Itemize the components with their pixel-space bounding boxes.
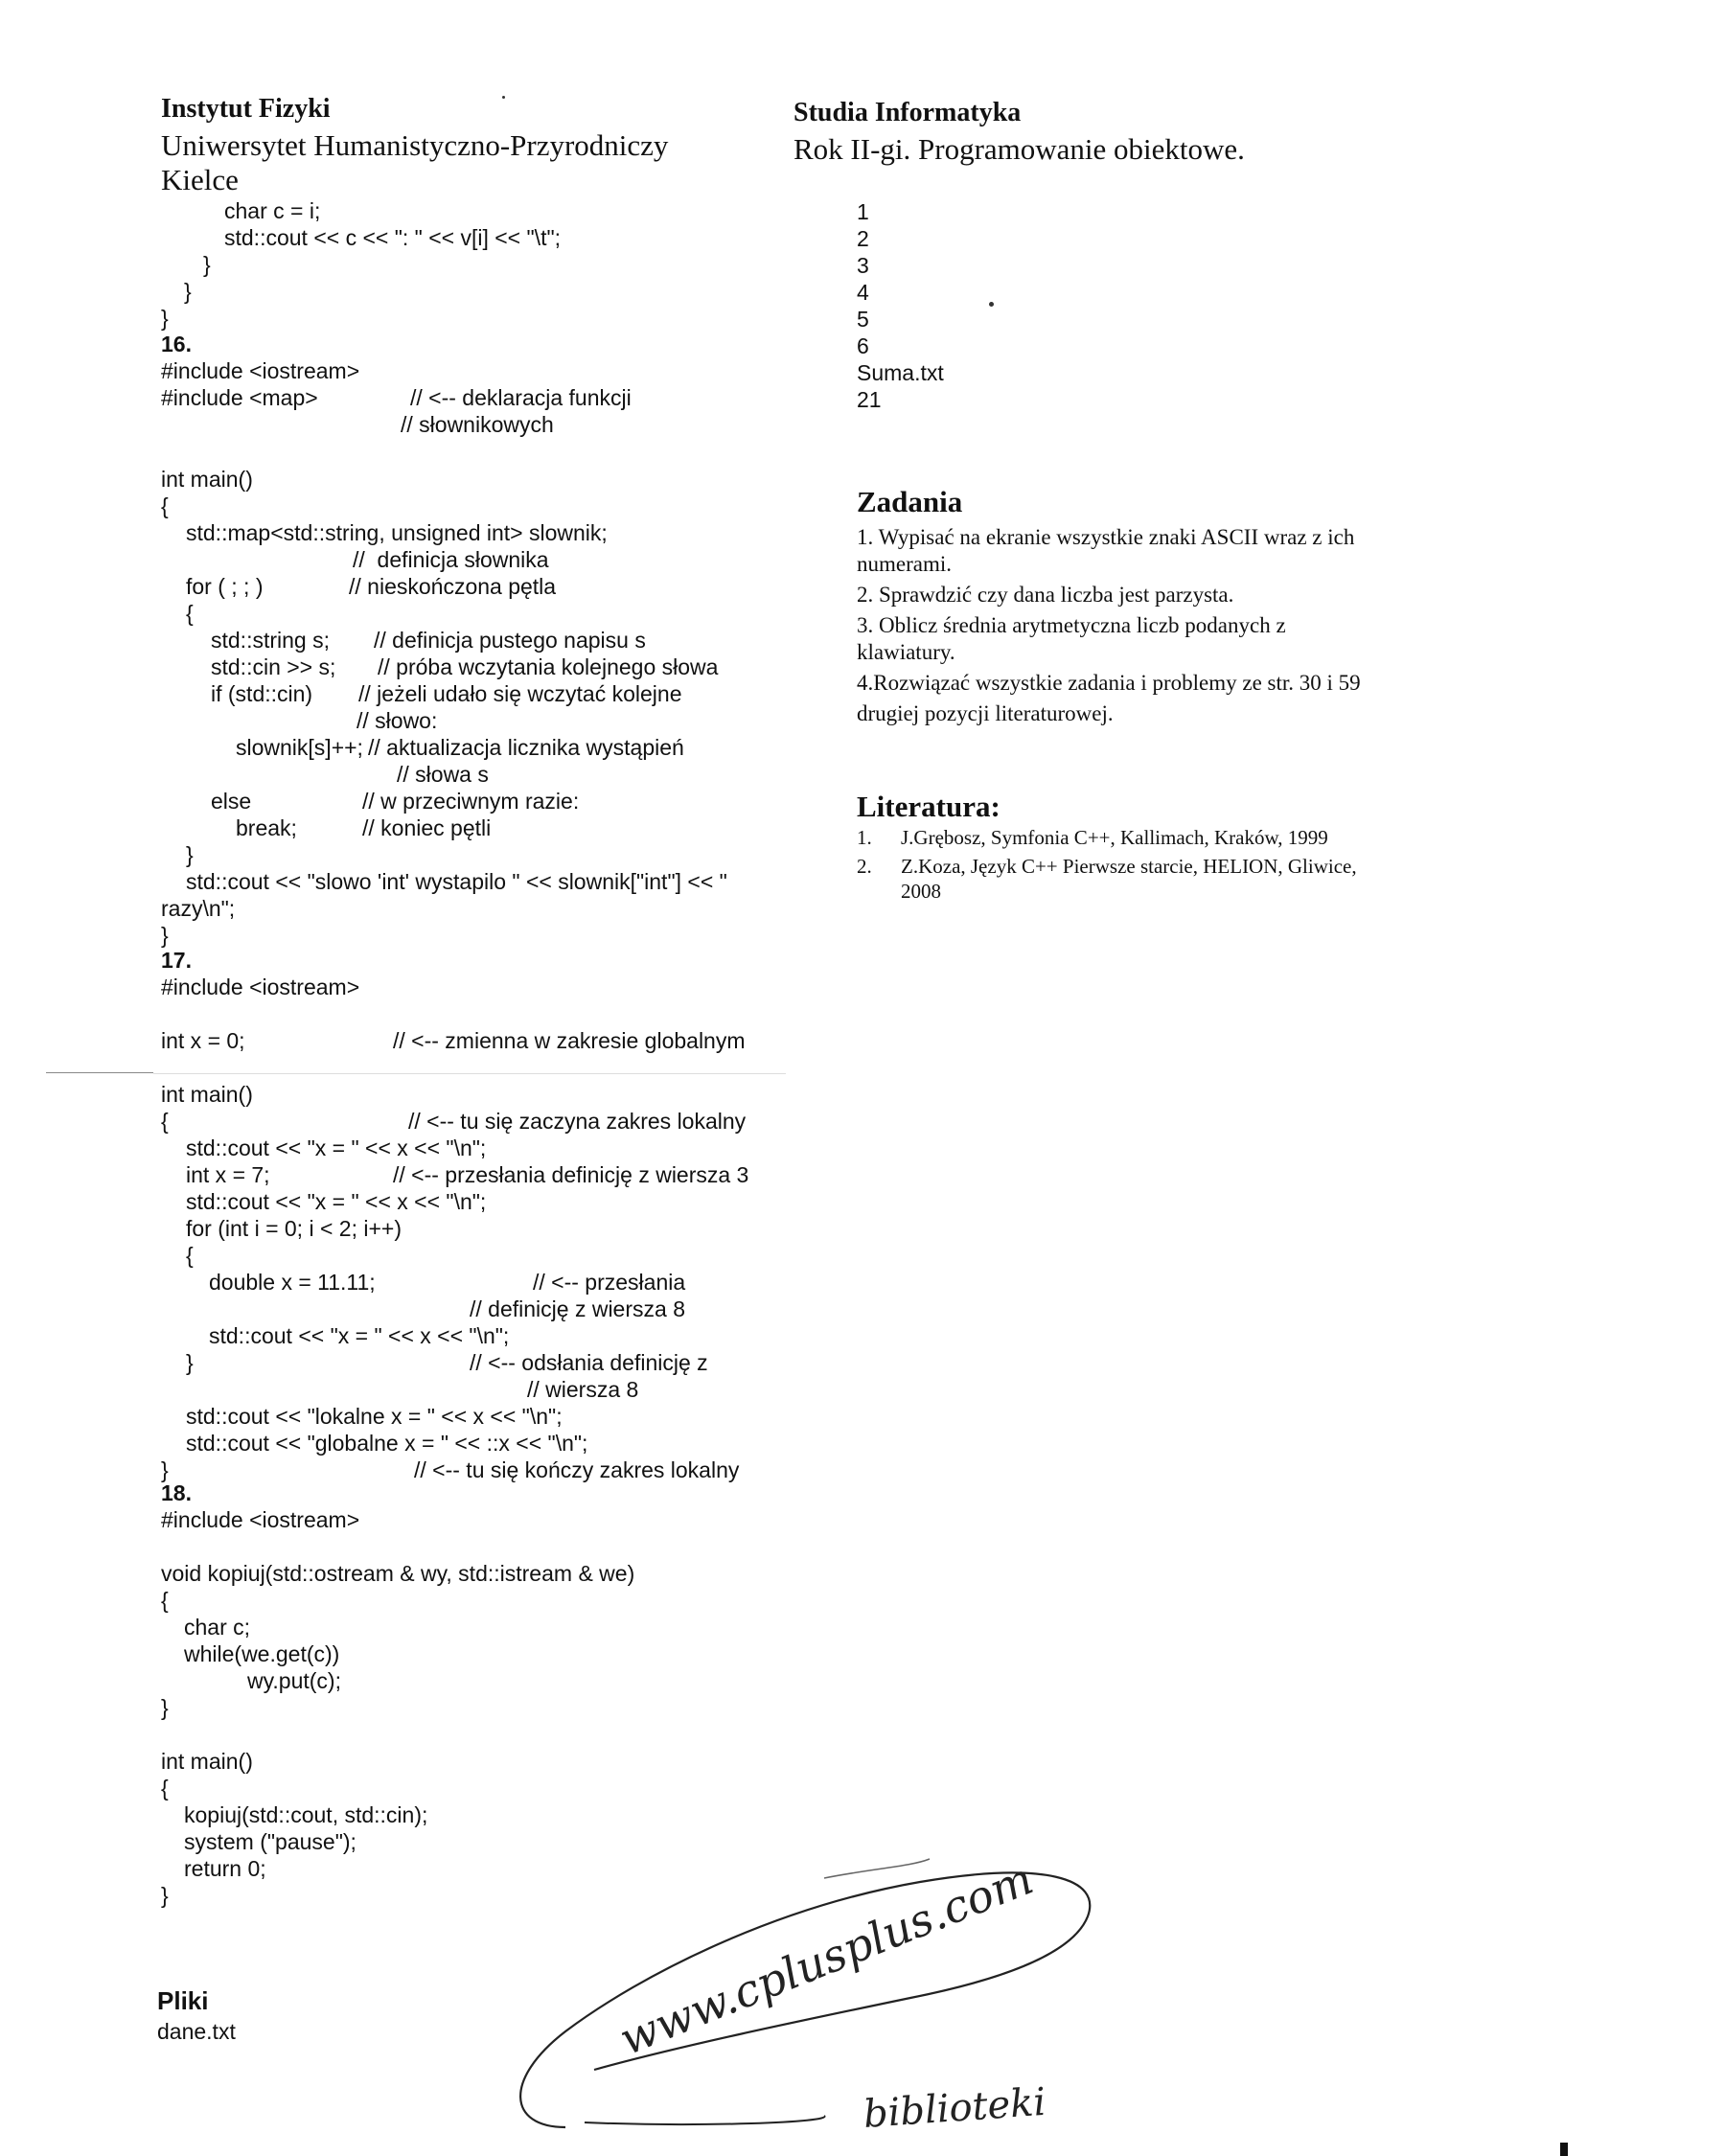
code-line: std::cin >> s; <box>211 654 336 679</box>
handwritten-stroke <box>585 2116 825 2124</box>
code-line: #include <map> <box>161 385 318 410</box>
literature-item: J.Grębosz, Symfonia C++, Kallimach, Kraków, 1999 <box>901 826 1328 849</box>
code-line: std::cout << c << ": " << v[i] << "\t"; <box>224 225 562 250</box>
code-line: } <box>203 252 211 277</box>
code-line: slownik[s]++; <box>236 735 363 760</box>
code-comment: // koniec pętli <box>362 815 492 840</box>
scan-mark <box>1560 2143 1568 2156</box>
task-4-line1: 4.Rozwiązać wszystkie zadania i problemy ze str. 30 i 59 <box>857 671 1361 695</box>
task-1-line2: numerami. <box>857 552 952 576</box>
literature-item-number: 2. <box>857 855 872 878</box>
code-line: for ( ; ; ) <box>186 574 264 599</box>
code-line: } <box>161 1457 169 1482</box>
task-4-line2: drugiej pozycji literaturowej. <box>857 701 1114 725</box>
literature-item-number: 1. <box>857 826 872 849</box>
code-comment: // w przeciwnym razie: <box>362 789 580 814</box>
code-line: char c; <box>184 1615 251 1640</box>
number-line: 1 <box>857 199 869 224</box>
code-comment: // definicję z wiersza 8 <box>470 1296 685 1321</box>
code-comment: // <-- przesłania <box>533 1270 686 1295</box>
task-1-line1: 1. Wypisać na ekranie wszystkie znaki ASCII wraz z ich <box>857 525 1355 549</box>
handwritten-stroke <box>824 1859 930 1878</box>
handwritten-url: www.cplusplus.com <box>611 1851 1041 2066</box>
code-comment: // definicja słownika <box>353 547 549 572</box>
code-line: int x = 0; <box>161 1028 245 1053</box>
code-line: { <box>161 493 169 518</box>
code-comment: // <-- odsłania definicję z <box>470 1350 708 1375</box>
code-line: #include <iostream> <box>161 358 360 383</box>
number-line: 3 <box>857 253 869 278</box>
code-line: void kopiuj(std::ostream & wy, std::istream & we) <box>161 1561 635 1586</box>
code-line: while(we.get(c)) <box>184 1641 340 1666</box>
code-line: } <box>184 279 192 304</box>
tasks-title: Zadania <box>857 485 963 518</box>
code-line: std::cout << "x = " << x << "\n"; <box>186 1135 487 1160</box>
files-title: Pliki <box>157 1986 209 2015</box>
code-comment: // próba wczytania kolejnego słowa <box>378 654 719 679</box>
section-number-17: 17. <box>161 948 192 973</box>
code-line: else <box>211 789 252 814</box>
code-line: break; <box>236 815 297 840</box>
task-2: 2. Sprawdzić czy dana liczba jest parzysta. <box>857 583 1234 607</box>
code-line: #include <iostream> <box>161 1507 360 1532</box>
code-comment: // <-- deklaracja funkcji <box>410 385 632 410</box>
task-3-line1: 3. Oblicz średnia arytmetyczna liczb podanych z <box>857 613 1286 637</box>
code-line: std::cout << "globalne x = " << ::x << "\n"; <box>186 1431 588 1456</box>
header-institute: Instytut Fizyki <box>161 94 331 124</box>
section-number-18: 18. <box>161 1480 192 1505</box>
code-line: #include <iostream> <box>161 975 360 999</box>
code-line: } <box>161 306 169 331</box>
suma-value: 21 <box>857 387 882 412</box>
code-comment: // nieskończona pętla <box>349 574 557 599</box>
code-line: { <box>161 1776 169 1800</box>
code-comment: // <-- tu się zaczyna zakres lokalny <box>408 1109 747 1134</box>
code-line: } <box>161 923 169 948</box>
files-dane: dane.txt <box>157 2019 236 2044</box>
code-line: kopiuj(std::cout, std::cin); <box>184 1802 428 1827</box>
header-course: Rok II-gi. Programowanie obiektowe. <box>794 132 1245 166</box>
code-comment: // aktualizacja licznika wystąpień <box>368 735 684 760</box>
code-line: int x = 7; <box>186 1162 270 1187</box>
code-line: } <box>186 1350 194 1375</box>
handwritten-annotation <box>508 1840 1121 2146</box>
code-line: std::string s; <box>211 628 330 653</box>
code-line: double x = 11.11; <box>209 1270 376 1295</box>
code-line: { <box>161 1109 169 1134</box>
code-comment: // <-- tu się kończy zakres lokalny <box>414 1457 740 1482</box>
code-comment: // słowa s <box>397 762 489 787</box>
code-comment: // słowo: <box>356 708 438 733</box>
code-comment: // wiersza 8 <box>527 1377 639 1402</box>
task-3-line2: klawiatury. <box>857 640 955 664</box>
scan-speck <box>502 96 505 99</box>
header-city: Kielce <box>161 163 239 196</box>
scan-artifact <box>153 1073 786 1074</box>
number-line: 2 <box>857 226 869 251</box>
code-line: wy.put(c); <box>247 1668 341 1693</box>
handwritten-note: biblioteki <box>862 2079 1047 2137</box>
section-number-16: 16. <box>161 332 192 356</box>
code-line: if (std::cin) <box>211 681 313 706</box>
literature-item-continuation: 2008 <box>901 880 941 903</box>
code-comment: // słownikowych <box>401 412 554 437</box>
code-line: for (int i = 0; i < 2; i++) <box>186 1216 402 1241</box>
header-university: Uniwersytet Humanistyczno-Przyrodniczy <box>161 128 669 162</box>
code-comment: // <-- przesłania definicję z wiersza 3 <box>393 1162 749 1187</box>
code-line: } <box>161 1883 169 1908</box>
number-line: 6 <box>857 333 869 358</box>
code-line: int main() <box>161 467 253 492</box>
literature-item: Z.Koza, Język C++ Pierwsze starcie, HELION, Gliwice, <box>901 855 1357 878</box>
header-program: Studia Informatyka <box>794 98 1022 127</box>
code-line: razy\n"; <box>161 896 236 921</box>
code-comment: // <-- zmienna w zakresie globalnym <box>393 1028 746 1053</box>
code-line: int main() <box>161 1749 253 1774</box>
literature-title: Literatura: <box>857 790 1000 823</box>
number-line: 5 <box>857 307 869 332</box>
code-comment: // definicja pustego napisu s <box>374 628 646 653</box>
code-line: { <box>186 601 194 626</box>
code-line: std::cout << "x = " << x << "\n"; <box>186 1189 487 1214</box>
code-line: std::cout << "lokalne x = " << x << "\n"; <box>186 1404 563 1429</box>
scan-speck <box>989 302 994 307</box>
code-line: { <box>161 1588 169 1613</box>
code-comment: // jeżeli udało się wczytać kolejne <box>358 681 682 706</box>
code-line: return 0; <box>184 1856 266 1881</box>
code-line: std::cout << "x = " << x << "\n"; <box>209 1323 510 1348</box>
code-line: std::cout << "slowo 'int' wystapilo " << slownik["int"] << " <box>186 869 727 894</box>
code-line: int main() <box>161 1082 253 1107</box>
code-line: char c = i; <box>224 198 321 223</box>
code-line: std::map<std::string, unsigned int> slownik; <box>186 520 608 545</box>
code-line: } <box>186 842 194 867</box>
code-line: { <box>186 1243 194 1268</box>
code-line: } <box>161 1695 169 1720</box>
number-line: 4 <box>857 280 869 305</box>
scan-artifact <box>46 1072 153 1073</box>
code-line: system ("pause"); <box>184 1829 356 1854</box>
suma-filename: Suma.txt <box>857 360 944 385</box>
